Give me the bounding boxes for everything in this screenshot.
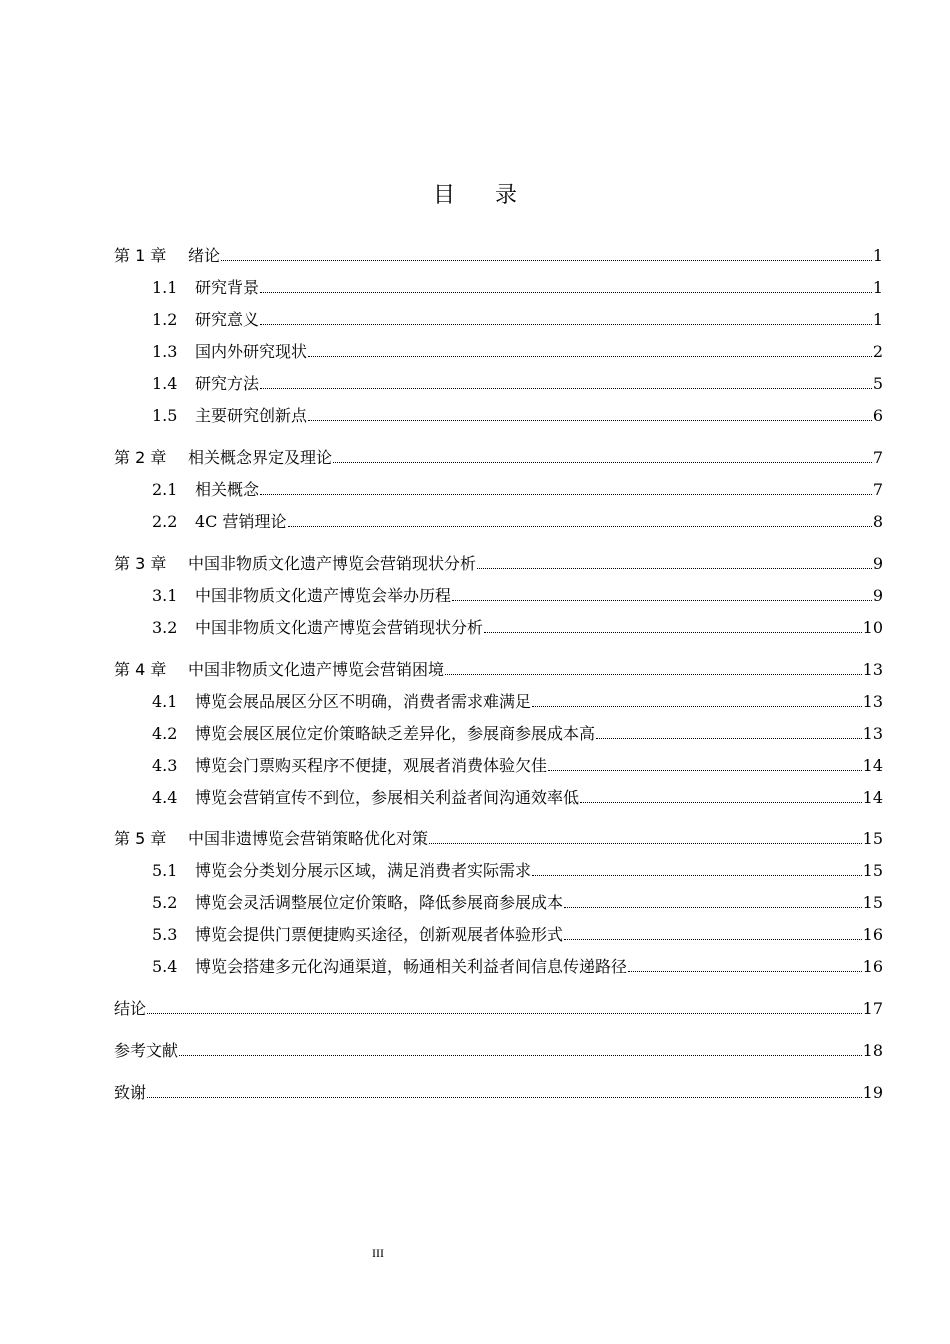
- toc-entry-page: 15: [862, 893, 883, 912]
- toc-dot-leader: [147, 1012, 862, 1014]
- toc-section-entry[interactable]: [114, 583, 883, 606]
- toc-entry-label: 中国非物质文化遗产博览会营销现状分析: [188, 554, 477, 573]
- toc-section-entry[interactable]: [114, 615, 883, 638]
- toc-entry-number: 4.2: [152, 724, 178, 743]
- toc-section-entry[interactable]: [114, 890, 883, 913]
- toc-entry-label: 博览会门票购买程序不便捷，观展者消费体验欠佳: [195, 756, 548, 775]
- toc-entry-page: 5: [872, 374, 883, 393]
- toc-dot-leader: [628, 970, 862, 972]
- toc-entry-label: 博览会灵活调整展位定价策略，降低参展商参展成本: [195, 893, 564, 912]
- toc-entry-label: 结论: [114, 999, 147, 1018]
- toc-chapter-entry[interactable]: [114, 243, 883, 266]
- toc-entry-page: 13: [862, 660, 883, 679]
- toc-entry-label: 研究方法: [195, 374, 260, 393]
- toc-entry-page: 7: [872, 448, 883, 467]
- toc-dot-leader: [564, 906, 862, 908]
- toc-entry-number: 3.1: [152, 586, 178, 605]
- toc-entry-number: 1.4: [152, 374, 178, 393]
- toc-entry-label: 博览会营销宣传不到位，参展相关利益者间沟通效率低: [195, 788, 580, 807]
- toc-entry-number: 2.1: [152, 480, 178, 499]
- toc-entry-number: 5.4: [152, 957, 178, 976]
- toc-entry-page: 14: [862, 788, 883, 807]
- toc-entry-number: 1.1: [152, 278, 178, 297]
- toc-entry-number: 第 4 章: [114, 660, 167, 679]
- toc-entry-number: 3.2: [152, 618, 178, 637]
- toc-entry-number: 1.5: [152, 406, 178, 425]
- toc-title: 目录: [432, 183, 557, 208]
- toc-section-entry[interactable]: [114, 954, 883, 977]
- toc-chapter-entry[interactable]: [114, 1080, 883, 1103]
- toc-entry-label: 绪论: [188, 246, 221, 265]
- toc-entry-number: 第 1 章: [114, 246, 167, 265]
- toc-entry-page: 16: [862, 957, 883, 976]
- toc-section-entry[interactable]: [114, 477, 883, 500]
- toc-entry-page: 16: [862, 925, 883, 944]
- toc-entry-page: 1: [872, 278, 883, 297]
- toc-entry-label: 博览会搭建多元化沟通渠道，畅通相关利益者间信息传递路径: [195, 957, 628, 976]
- toc-entry-number: 4.1: [152, 692, 178, 711]
- toc-dot-leader: [580, 801, 862, 803]
- toc-section-entry[interactable]: [114, 307, 883, 330]
- toc-entry-page: 13: [862, 724, 883, 743]
- toc-section-entry[interactable]: [114, 721, 883, 744]
- toc-entry-page: 13: [862, 692, 883, 711]
- toc-section-entry[interactable]: [114, 689, 883, 712]
- toc-entry-label: 相关概念: [195, 480, 260, 499]
- toc-entry-page: 15: [862, 829, 883, 848]
- toc-dot-leader: [564, 938, 862, 940]
- toc-section-entry[interactable]: [114, 403, 883, 426]
- toc-entry-label: 博览会展区展位定价策略缺乏差异化，参展商参展成本高: [195, 724, 596, 743]
- toc-entry-label: 4C 营销理论: [195, 512, 287, 531]
- toc-entry-number: 4.4: [152, 788, 178, 807]
- toc-entry-page: 19: [862, 1083, 883, 1102]
- toc-entry-number: 5.1: [152, 861, 178, 880]
- toc-entry-page: 18: [862, 1041, 883, 1060]
- toc-entry-label: 中国非物质文化遗产博览会举办历程: [195, 586, 452, 605]
- toc-chapter-entry[interactable]: [114, 996, 883, 1019]
- toc-dot-leader: [308, 419, 872, 421]
- toc-entry-label: 博览会提供门票便捷购买途径，创新观展者体验形式: [195, 925, 564, 944]
- toc-entry-label: 博览会分类划分展示区域，满足消费者实际需求: [195, 861, 532, 880]
- toc-entry-page: 17: [862, 999, 883, 1018]
- toc-entry-label: 参考文献: [114, 1041, 179, 1060]
- toc-section-entry[interactable]: [114, 785, 883, 808]
- toc-dot-leader: [147, 1096, 862, 1098]
- toc-entry-page: 9: [872, 554, 883, 573]
- toc-chapter-entry[interactable]: [114, 551, 883, 574]
- toc-entry-label: 国内外研究现状: [195, 342, 308, 361]
- toc-entry-page: 9: [872, 586, 883, 605]
- toc-dot-leader: [260, 291, 872, 293]
- toc-section-entry[interactable]: [114, 922, 883, 945]
- toc-entry-number: 1.3: [152, 342, 178, 361]
- toc-section-entry[interactable]: [114, 275, 883, 298]
- toc-entry-label: 主要研究创新点: [195, 406, 308, 425]
- toc-section-entry[interactable]: [114, 339, 883, 362]
- toc-dot-leader: [484, 631, 862, 633]
- toc-entry-label: 中国非遗博览会营销策略优化对策: [188, 829, 429, 848]
- toc-section-entry[interactable]: [114, 858, 883, 881]
- toc-entry-number: 第 3 章: [114, 554, 167, 573]
- toc-entry-number: 4.3: [152, 756, 178, 775]
- toc-dot-leader: [288, 525, 872, 527]
- toc-entry-number: 5.3: [152, 925, 178, 944]
- toc-entry-page: 8: [872, 512, 883, 531]
- toc-entry-number: 第 2 章: [114, 448, 167, 467]
- toc-dot-leader: [548, 769, 862, 771]
- toc-entry-number: 第 5 章: [114, 829, 167, 848]
- toc-entry-label: 中国非物质文化遗产博览会营销困境: [188, 660, 445, 679]
- toc-entry-page: 10: [862, 618, 883, 637]
- toc-entry-page: 1: [872, 310, 883, 329]
- toc-entry-page: 15: [862, 861, 883, 880]
- toc-dot-leader: [260, 323, 872, 325]
- toc-dot-leader: [260, 387, 872, 389]
- toc-dot-leader: [445, 673, 862, 675]
- toc-chapter-entry[interactable]: [114, 826, 883, 849]
- toc-dot-leader: [260, 493, 872, 495]
- toc-entry-label: 相关概念界定及理论: [188, 448, 333, 467]
- toc-dot-leader: [179, 1054, 862, 1056]
- toc-chapter-entry[interactable]: [114, 1038, 883, 1061]
- toc-entry-number: 5.2: [152, 893, 178, 912]
- toc-entry-label: 致谢: [114, 1083, 147, 1102]
- toc-dot-leader: [477, 567, 872, 569]
- toc-section-entry[interactable]: [114, 509, 883, 532]
- toc-dot-leader: [452, 599, 872, 601]
- toc-chapter-entry[interactable]: [114, 657, 883, 680]
- toc-dot-leader: [308, 355, 872, 357]
- toc-entry-label: 博览会展品展区分区不明确，消费者需求难满足: [195, 692, 532, 711]
- toc-dot-leader: [429, 842, 862, 844]
- toc-dot-leader: [221, 259, 872, 261]
- toc-entry-label: 中国非物质文化遗产博览会营销现状分析: [195, 618, 484, 637]
- toc-dot-leader: [596, 737, 862, 739]
- toc-dot-leader: [333, 461, 872, 463]
- toc-entry-page: 14: [862, 756, 883, 775]
- toc-chapter-entry[interactable]: [114, 445, 883, 468]
- toc-entry-label: 研究背景: [195, 278, 260, 297]
- toc-entry-page: 1: [872, 246, 883, 265]
- toc-entry-page: 7: [872, 480, 883, 499]
- toc-section-entry[interactable]: [114, 753, 883, 776]
- page-number-footer: III: [372, 1246, 384, 1260]
- toc-dot-leader: [532, 874, 862, 876]
- toc-entry-label: 研究意义: [195, 310, 260, 329]
- toc-entry-number: 1.2: [152, 310, 178, 329]
- toc-entry-page: 2: [872, 342, 883, 361]
- toc-dot-leader: [532, 705, 862, 707]
- toc-section-entry[interactable]: [114, 371, 883, 394]
- toc-entry-page: 6: [872, 406, 883, 425]
- toc-entry-number: 2.2: [152, 512, 178, 531]
